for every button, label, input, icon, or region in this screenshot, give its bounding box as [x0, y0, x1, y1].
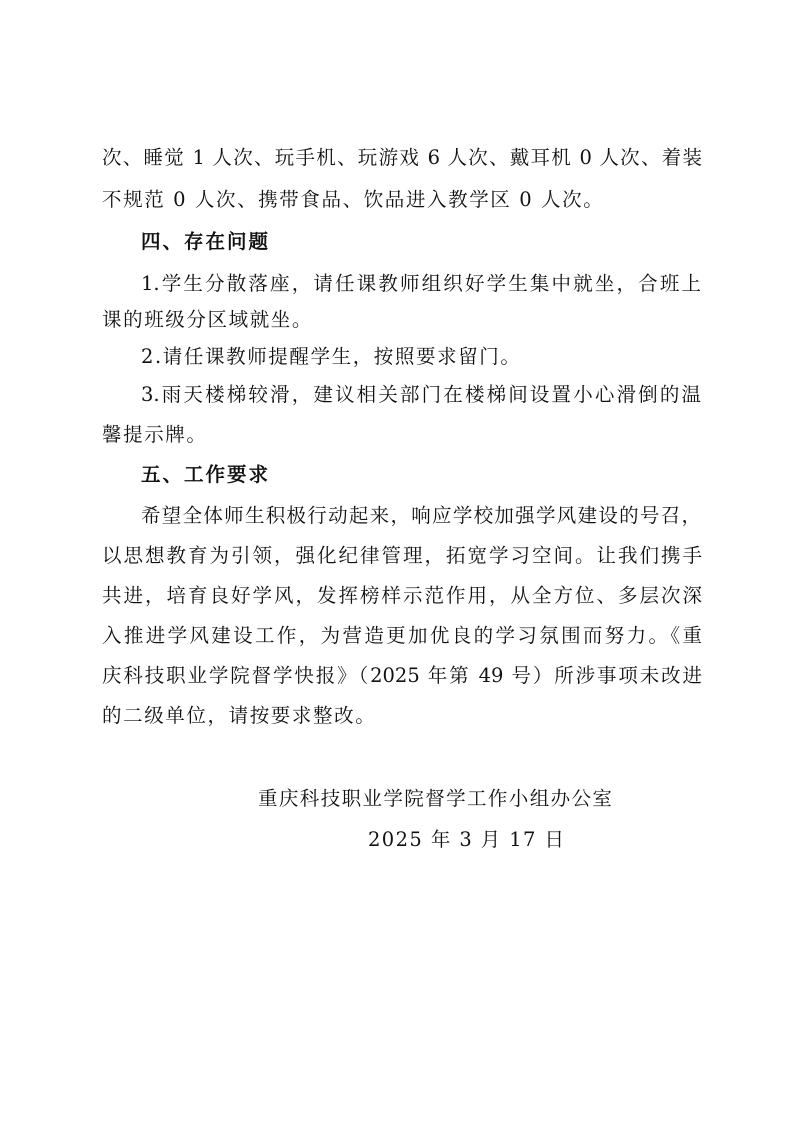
list-item-line: 1.学生分散落座，请任课教师组织好学生集中就坐，合班上: [141, 272, 701, 295]
paragraph-line: 以思想教育为引领，强化纪律管理，拓宽学习空间。让我们携手: [102, 544, 702, 567]
paragraph-line: 入推进学风建设工作，为营造更加优良的学习氛围而努力。《重: [102, 624, 702, 647]
section-heading-requirements: 五、工作要求: [141, 463, 271, 486]
list-item-line: 2.请任课教师提醒学生，按照要求留门。: [141, 345, 522, 368]
paragraph-line: 庆科技职业学院督学快报》（2025 年第 49 号）所涉事项未改进: [102, 664, 702, 687]
list-item-line: 馨提示牌。: [102, 423, 208, 446]
paragraph-line: 不规范 0 人次、携带食品、饮品进入教学区 0 人次。: [102, 188, 605, 211]
paragraph-line: 希望全体师生积极行动起来，响应学校加强学风建设的号召，: [141, 504, 701, 527]
paragraph-line: 共进，培育良好学风，发挥榜样示范作用，从全方位、多层次深: [102, 584, 702, 607]
list-item-line: 3.雨天楼梯较滑，建议相关部门在楼梯间设置小心滑倒的温: [141, 383, 701, 406]
section-heading-problems: 四、存在问题: [141, 230, 271, 253]
paragraph-line: 的二级单位，请按要求整改。: [102, 704, 377, 727]
signature-date: 2025 年 3 月 17 日: [368, 828, 566, 851]
list-item-line: 课的班级分区域就坐。: [102, 308, 314, 331]
paragraph-line: 次、睡觉 1 人次、玩手机、玩游戏 6 人次、戴耳机 0 人次、着装: [102, 146, 702, 169]
signature-office: 重庆科技职业学院督学工作小组办公室: [258, 787, 614, 810]
